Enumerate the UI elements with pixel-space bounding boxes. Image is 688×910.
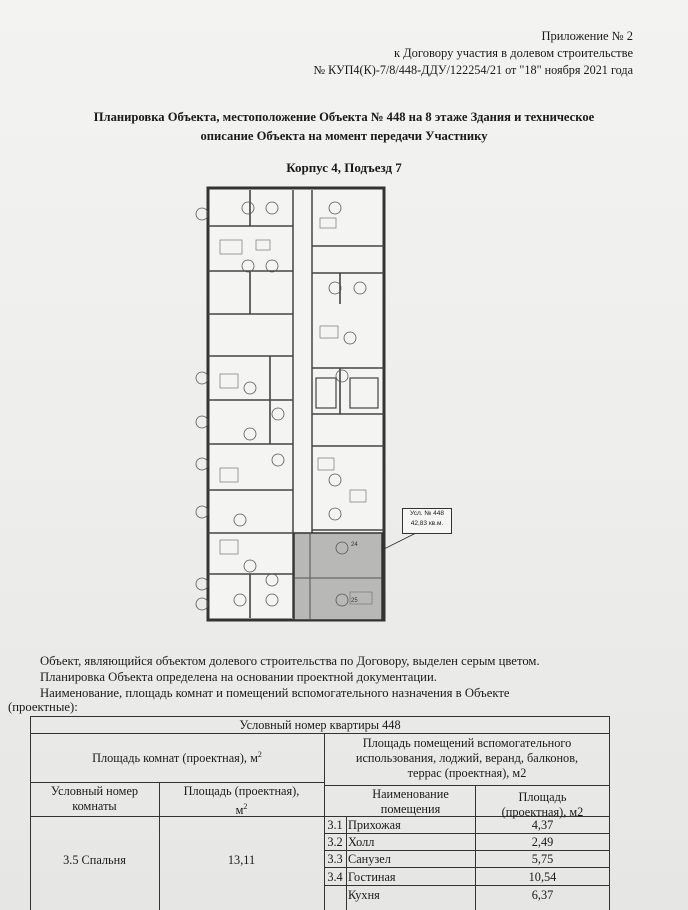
apartment-callout-area: 42,83 кв.м. — [410, 520, 444, 527]
description-line-2: Планировка Объекта определена на основании проектной документации. — [40, 670, 437, 684]
aux-row-name: Гостиная — [348, 870, 396, 884]
apartment-tag-24: 24 — [351, 542, 358, 548]
description-line-3: Наименование, площадь комнат и помещений вспомогательного назначения в Объекте — [40, 686, 510, 700]
col-header-aux-name-line2: помещения — [380, 802, 441, 816]
col-header-room-number-line2: комнаты — [72, 799, 117, 813]
aux-header-line2: использования, лоджий, веранд, балконов, — [355, 751, 579, 765]
aux-row-name: Кухня — [348, 888, 380, 902]
aux-row-num: 3.3 — [327, 852, 343, 866]
floor-plan — [190, 178, 418, 626]
col-header-aux-area-line1: Площадь — [518, 790, 567, 804]
rooms-header — [30, 750, 324, 766]
document-title-line1: Планировка Объекта, местоположение Объекта № 448 на 8 этаже Здания и техническое — [93, 110, 595, 124]
room-area-cell: 13,11 — [227, 853, 256, 867]
apartment-448-highlight — [294, 533, 382, 620]
col-header-aux-area — [475, 790, 610, 820]
aux-row-area: 4,37 — [531, 818, 554, 832]
document-title-line2: описание Объекта на момент передачи Участнику — [200, 129, 488, 143]
aux-row-name: Прихожая — [348, 818, 401, 832]
col-header-aux-name-line1: Наименование — [372, 787, 449, 801]
aux-row-num: 3.1 — [327, 818, 343, 832]
aux-row-num: 3.4 — [327, 870, 343, 884]
appendix-number: Приложение № 2 — [541, 29, 633, 43]
aux-row-area: 6,37 — [531, 888, 554, 902]
col-header-aux-name — [346, 787, 475, 817]
col-header-room-number-line1: Условный номер — [50, 784, 139, 798]
col-header-room-area — [159, 784, 324, 818]
col-header-aux-area-line2: (проектная), м2 — [501, 805, 584, 819]
rooms-header-text: Площадь комнат (проектная), м — [92, 751, 258, 766]
apartment-tag-25: 25 — [351, 598, 358, 604]
appendix-contract-ref: к Договору участия в долевом строительстве — [393, 46, 633, 60]
table-caption: Условный номер квартиры 448 — [239, 718, 401, 732]
aux-row-name: Санузел — [348, 852, 391, 866]
col-header-room-area-line1: Площадь (проектная), — [183, 784, 300, 798]
aux-row-num: 3.2 — [327, 835, 343, 849]
rooms-header-sup: 2 — [257, 750, 262, 759]
room-name-cell: 3.5 Спальня — [63, 853, 126, 867]
description-line-4: (проектные): — [8, 700, 78, 714]
col-header-room-number — [30, 784, 159, 814]
building-entrance-label: Корпус 4, Подъезд 7 — [286, 160, 402, 175]
aux-header-line3: террас (проектная), м2 — [407, 766, 527, 780]
floor-plan-drawing — [190, 178, 418, 626]
aux-row-name: Холл — [348, 835, 375, 849]
apartment-callout — [402, 508, 452, 534]
aux-row-area: 2,49 — [531, 835, 554, 849]
aux-header-line1: Площадь помещений вспомогательного — [362, 736, 572, 750]
apartment-callout-number: Усл. № 448 — [410, 510, 444, 517]
aux-row-area: 10,54 — [528, 870, 557, 884]
aux-row-area: 5,75 — [531, 852, 554, 866]
col-header-room-area-line2 — [159, 799, 324, 818]
aux-header — [324, 736, 610, 781]
apartment-table — [30, 716, 610, 910]
description-line-1: Объект, являющийся объектом долевого строительства по Договору, выделен серым цветом. — [40, 654, 540, 668]
appendix-contract-number: № КУП4(К)-7/8/448-ДДУ/122254/21 от "18" ноября 2021 года — [313, 63, 633, 77]
col-header-room-area-unit: м — [235, 803, 244, 818]
col-header-room-area-sup: 2 — [243, 802, 248, 811]
